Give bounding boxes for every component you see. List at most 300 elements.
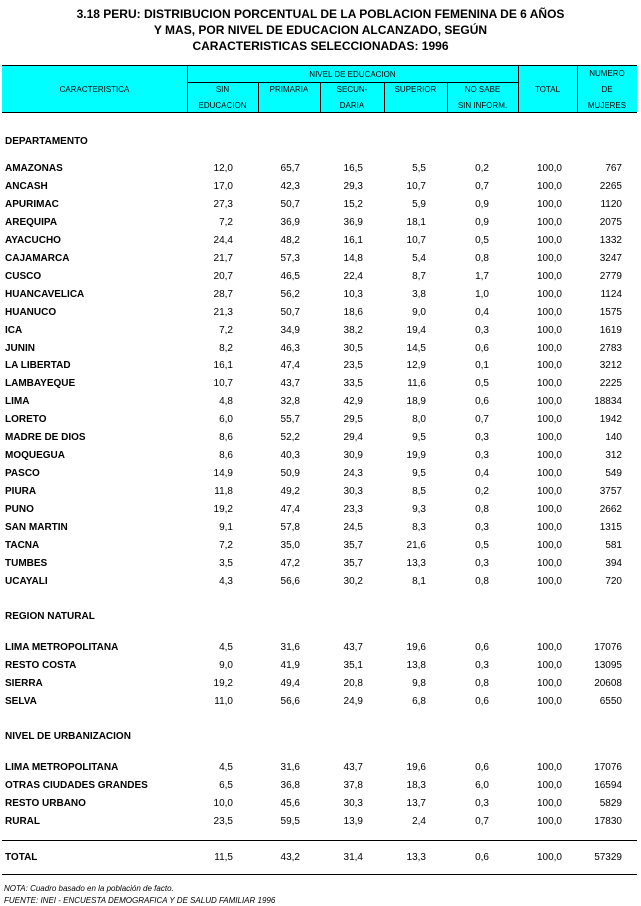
section-heading: DEPARTAMENTO (5, 136, 88, 147)
table-row (0, 322, 641, 340)
bottom-rule (2, 874, 637, 875)
cell-numero-mujeres: 3247 (599, 252, 622, 264)
cell-primaria: 57,3 (280, 252, 300, 264)
cell-no-sabe: 0,8 (475, 252, 489, 264)
row-label: LA LIBERTAD (5, 360, 71, 372)
cell-sin-educacion: 17,0 (213, 180, 233, 192)
cell-total: 100,0 (536, 414, 562, 426)
row-label: RURAL (5, 815, 40, 827)
cell-sin-educacion: 21,7 (213, 252, 233, 264)
cell-primaria: 35,0 (280, 539, 300, 551)
section-heading: REGION NATURAL (5, 611, 95, 622)
header-nivel-educacion: NIVEL DE EDUCACION (309, 69, 396, 79)
table-row (0, 759, 641, 777)
cell-secundaria: 37,8 (343, 779, 363, 791)
cell-total: 100,0 (536, 270, 562, 282)
cell-sin-educacion: 27,3 (213, 198, 233, 210)
row-label: LIMA (5, 396, 30, 408)
table-row (0, 813, 641, 831)
cell-superior: 5,9 (412, 198, 426, 210)
row-label: TACNA (5, 539, 40, 551)
cell-superior: 2,4 (412, 815, 426, 827)
row-label: PIURA (5, 486, 37, 498)
header-sin-educacion: SIN EDUCACION (198, 85, 247, 110)
cell-sin-educacion: 11,0 (214, 695, 233, 707)
cell-primaria: 32,8 (280, 396, 300, 408)
table-row (0, 429, 641, 447)
cell-superior: 5,5 (412, 163, 426, 174)
cell-no-sabe: 0,6 (475, 642, 489, 653)
cell-total: 100,0 (536, 797, 562, 809)
cell-superior: 13,3 (406, 557, 426, 569)
cell-no-sabe: 0,9 (475, 198, 489, 210)
cell-primaria: 50,7 (280, 306, 300, 318)
cell-sin-educacion: 28,7 (213, 288, 233, 300)
cell-primaria: 45,6 (280, 797, 300, 809)
cell-primaria: 40,3 (280, 450, 300, 462)
table-row (0, 795, 641, 813)
cell-superior: 11,6 (407, 378, 426, 390)
row-label: MADRE DE DIOS (5, 432, 86, 444)
cell-numero-mujeres: 2783 (599, 342, 622, 354)
header-no-sabe: NO SABE SIN INFORM. (457, 85, 508, 110)
row-label: TOTAL (5, 852, 38, 863)
title-line-1: 3.18 PERU: DISTRIBUCION PORCENTUAL DE LA POBLACION FEMENINA DE 6 AÑOS (76, 7, 565, 21)
cell-no-sabe: 0,5 (475, 539, 489, 551)
cell-primaria: 56,6 (280, 575, 300, 587)
row-label: SIERRA (5, 677, 43, 689)
row-label: ANCASH (5, 180, 48, 192)
cell-total: 100,0 (536, 450, 562, 462)
row-label: LAMBAYEQUE (5, 378, 76, 390)
row-label: AMAZONAS (5, 163, 63, 174)
table-row (0, 393, 641, 411)
cell-secundaria: 31,4 (343, 852, 363, 863)
cell-sin-educacion: 8,2 (219, 342, 233, 354)
cell-numero-mujeres: 1619 (599, 324, 622, 336)
cell-no-sabe: 0,5 (475, 378, 489, 390)
cell-total: 100,0 (536, 324, 562, 336)
cell-secundaria: 16,1 (343, 234, 363, 246)
table-row (0, 286, 641, 304)
cell-no-sabe: 0,6 (475, 762, 489, 773)
cell-no-sabe: 0,2 (475, 163, 489, 174)
cell-no-sabe: 0,3 (475, 522, 489, 533)
cell-superior: 3,8 (412, 288, 426, 300)
cell-sin-educacion: 12,0 (213, 163, 233, 174)
cell-secundaria: 29,4 (343, 432, 363, 444)
cell-secundaria: 30,2 (343, 575, 363, 587)
cell-secundaria: 30,3 (343, 797, 363, 809)
cell-no-sabe: 0,4 (475, 306, 489, 318)
cell-superior: 8,5 (412, 486, 426, 498)
table-row (0, 501, 641, 519)
cell-no-sabe: 0,8 (475, 575, 489, 587)
cell-numero-mujeres: 312 (605, 450, 622, 462)
cell-total: 100,0 (536, 522, 562, 533)
section-heading: NIVEL DE URBANIZACION (5, 731, 131, 742)
cell-primaria: 31,6 (280, 762, 300, 773)
cell-primaria: 65,7 (280, 163, 300, 174)
cell-no-sabe: 0,8 (475, 677, 489, 689)
cell-primaria: 34,9 (280, 324, 300, 336)
row-label: CUSCO (5, 270, 42, 282)
cell-sin-educacion: 16,1 (213, 360, 233, 372)
cell-numero-mujeres: 2265 (599, 180, 622, 192)
table-title (0, 6, 641, 54)
cell-numero-mujeres: 1124 (600, 288, 622, 300)
cell-total: 100,0 (536, 539, 562, 551)
cell-primaria: 47,4 (280, 504, 300, 516)
cell-sin-educacion: 4,8 (219, 396, 233, 408)
cell-total: 100,0 (536, 659, 562, 671)
cell-no-sabe: 1,0 (475, 288, 489, 300)
cell-superior: 8,7 (412, 270, 426, 282)
cell-sin-educacion: 4,3 (219, 575, 233, 587)
cell-total: 100,0 (536, 234, 562, 246)
cell-total: 100,0 (536, 486, 562, 498)
cell-superior: 9,8 (412, 677, 426, 689)
table-row (0, 340, 641, 358)
row-label: RESTO URBANO (5, 797, 86, 809)
cell-numero-mujeres: 17076 (594, 762, 622, 773)
cell-secundaria: 43,7 (343, 762, 363, 773)
table-row (0, 447, 641, 465)
row-label: AYACUCHO (5, 234, 61, 246)
cell-no-sabe: 0,2 (475, 486, 489, 498)
cell-superior: 19,6 (406, 642, 426, 653)
cell-numero-mujeres: 2075 (599, 216, 622, 228)
cell-no-sabe: 0,3 (475, 557, 489, 569)
cell-total: 100,0 (536, 468, 562, 480)
cell-superior: 13,8 (406, 659, 426, 671)
table-row (0, 519, 641, 537)
cell-superior: 9,5 (412, 432, 426, 444)
total-rule (2, 840, 637, 841)
cell-superior: 9,3 (412, 504, 426, 516)
cell-superior: 10,7 (406, 180, 426, 192)
cell-primaria: 50,9 (280, 468, 300, 480)
note-text: NOTA: Cuadro basado en la población de facto. (4, 884, 174, 893)
table-row (0, 675, 641, 693)
cell-no-sabe: 0,1 (475, 360, 489, 372)
cell-sin-educacion: 19,2 (213, 677, 233, 689)
cell-superior: 19,6 (406, 762, 426, 773)
row-label: PASCO (5, 468, 40, 480)
table-row (0, 465, 641, 483)
cell-sin-educacion: 7,2 (219, 539, 233, 551)
cell-total: 100,0 (536, 852, 562, 863)
cell-sin-educacion: 20,7 (213, 270, 233, 282)
cell-superior: 8,3 (412, 522, 426, 533)
row-label: SELVA (5, 695, 37, 707)
cell-sin-educacion: 11,5 (214, 852, 233, 863)
table-row (0, 777, 641, 795)
cell-secundaria: 30,3 (343, 486, 363, 498)
cell-no-sabe: 0,3 (475, 324, 489, 336)
cell-numero-mujeres: 1942 (599, 414, 622, 426)
row-label: HUANUCO (5, 306, 57, 318)
cell-numero-mujeres: 2662 (599, 504, 622, 516)
cell-sin-educacion: 14,9 (213, 468, 233, 480)
cell-primaria: 56,2 (280, 288, 300, 300)
cell-no-sabe: 0,7 (475, 815, 489, 827)
cell-no-sabe: 0,7 (475, 180, 489, 192)
cell-no-sabe: 0,3 (475, 432, 489, 444)
header-numero-mujeres: NUMERO DE MUJERES (587, 69, 627, 110)
cell-superior: 14,5 (406, 342, 426, 354)
cell-no-sabe: 0,6 (475, 695, 489, 707)
cell-sin-educacion: 21,3 (213, 306, 233, 318)
header-caracteristica: CARACTERISTICA (59, 84, 130, 94)
cell-superior: 13,3 (406, 852, 426, 863)
source-text: FUENTE: INEI - ENCUESTA DEMOGRAFICA Y DE SALUD FAMILIAR 1996 (4, 896, 276, 905)
cell-numero-mujeres: 18834 (594, 396, 622, 408)
cell-numero-mujeres: 720 (605, 575, 622, 587)
cell-sin-educacion: 4,5 (219, 762, 233, 773)
cell-total: 100,0 (536, 198, 562, 210)
cell-primaria: 43,7 (280, 378, 300, 390)
cell-no-sabe: 0,3 (475, 450, 489, 462)
cell-no-sabe: 0,3 (475, 797, 489, 809)
cell-numero-mujeres: 2779 (599, 270, 622, 282)
cell-total: 100,0 (536, 432, 562, 444)
cell-secundaria: 24,3 (343, 468, 363, 480)
header-secundaria: SECUN- DARIA (336, 85, 368, 110)
header-total: TOTAL (534, 84, 561, 94)
cell-sin-educacion: 23,5 (213, 815, 233, 827)
cell-superior: 8,1 (412, 575, 426, 587)
table-row (0, 555, 641, 573)
row-label: UCAYALI (5, 575, 48, 587)
cell-primaria: 57,8 (280, 522, 300, 533)
row-label: APURIMAC (5, 198, 59, 210)
cell-total: 100,0 (536, 575, 562, 587)
cell-sin-educacion: 4,5 (219, 642, 233, 653)
table-row (0, 657, 641, 675)
header-superior: SUPERIOR (394, 85, 437, 94)
cell-total: 100,0 (536, 504, 562, 516)
table-row (0, 537, 641, 555)
cell-superior: 9,0 (412, 306, 426, 318)
cell-superior: 18,9 (406, 396, 426, 408)
cell-superior: 18,3 (406, 779, 426, 791)
table-row (0, 483, 641, 501)
table-row (0, 304, 641, 322)
cell-total: 100,0 (536, 557, 562, 569)
cell-numero-mujeres: 394 (605, 557, 622, 569)
cell-total: 100,0 (536, 396, 562, 408)
cell-no-sabe: 0,5 (475, 234, 489, 246)
row-label: JUNIN (5, 342, 36, 354)
cell-no-sabe: 0,6 (475, 396, 489, 408)
cell-numero-mujeres: 6550 (599, 695, 622, 707)
cell-numero-mujeres: 1120 (600, 198, 622, 210)
cell-primaria: 36,8 (280, 779, 300, 791)
cell-total: 100,0 (536, 779, 562, 791)
cell-secundaria: 35,1 (343, 659, 363, 671)
cell-superior: 12,9 (406, 360, 426, 372)
table-row (0, 639, 641, 657)
cell-no-sabe: 0,7 (475, 414, 489, 426)
cell-total: 100,0 (536, 288, 562, 300)
cell-numero-mujeres: 3212 (599, 360, 622, 372)
cell-primaria: 49,2 (280, 486, 300, 498)
cell-no-sabe: 0,6 (475, 852, 489, 863)
cell-total: 100,0 (536, 180, 562, 192)
cell-numero-mujeres: 5829 (599, 797, 622, 809)
table-row (0, 232, 641, 250)
cell-primaria: 31,6 (280, 642, 300, 653)
table-row (0, 214, 641, 232)
cell-secundaria: 23,5 (343, 360, 363, 372)
table-row (0, 250, 641, 268)
cell-primaria: 41,9 (280, 659, 300, 671)
cell-numero-mujeres: 13095 (594, 659, 622, 671)
cell-primaria: 49,4 (280, 677, 300, 689)
cell-secundaria: 13,9 (343, 815, 363, 827)
cell-total: 100,0 (536, 378, 562, 390)
cell-primaria: 46,3 (280, 342, 300, 354)
cell-numero-mujeres: 140 (605, 432, 622, 444)
cell-secundaria: 18,6 (343, 306, 363, 318)
row-label: CAJAMARCA (5, 252, 70, 264)
cell-total: 100,0 (536, 642, 562, 653)
table-row (0, 411, 641, 429)
table-row (0, 196, 641, 214)
cell-primaria: 56,6 (280, 695, 300, 707)
cell-no-sabe: 0,4 (475, 468, 489, 480)
row-label: TUMBES (5, 557, 48, 569)
cell-superior: 8,0 (412, 414, 426, 426)
cell-sin-educacion: 6,5 (219, 779, 233, 791)
cell-total: 100,0 (536, 216, 562, 228)
title-line-2: Y MAS, POR NIVEL DE EDUCACION ALCANZADO, SEGÚN (153, 23, 488, 37)
cell-total: 100,0 (536, 252, 562, 264)
cell-total: 100,0 (536, 695, 562, 707)
cell-numero-mujeres: 17830 (594, 815, 622, 827)
cell-total: 100,0 (536, 163, 562, 174)
cell-numero-mujeres: 549 (605, 468, 622, 480)
cell-numero-mujeres: 1575 (599, 306, 622, 318)
cell-sin-educacion: 7,2 (219, 324, 233, 336)
cell-no-sabe: 0,9 (475, 216, 489, 228)
cell-no-sabe: 1,7 (475, 270, 489, 282)
cell-total: 100,0 (536, 677, 562, 689)
cell-total: 100,0 (536, 360, 562, 372)
table-row (0, 160, 641, 178)
cell-superior: 21,6 (406, 539, 426, 551)
row-label: OTRAS CIUDADES GRANDES (5, 779, 148, 791)
row-label: LIMA METROPOLITANA (5, 642, 119, 653)
cell-total: 100,0 (536, 815, 562, 827)
cell-total: 100,0 (536, 342, 562, 354)
cell-secundaria: 29,3 (343, 180, 363, 192)
cell-no-sabe: 0,6 (475, 342, 489, 354)
cell-secundaria: 20,8 (343, 677, 363, 689)
cell-secundaria: 15,2 (343, 198, 363, 210)
cell-sin-educacion: 8,6 (219, 450, 233, 462)
cell-numero-mujeres: 1315 (599, 522, 622, 533)
cell-secundaria: 10,3 (343, 288, 363, 300)
cell-superior: 6,8 (412, 695, 426, 707)
cell-numero-mujeres: 3757 (599, 486, 622, 498)
cell-no-sabe: 6,0 (475, 779, 489, 791)
cell-primaria: 55,7 (280, 414, 300, 426)
cell-numero-mujeres: 767 (605, 163, 622, 174)
table-row (0, 268, 641, 286)
table-row (0, 573, 641, 591)
cell-secundaria: 30,9 (343, 450, 363, 462)
cell-sin-educacion: 10,0 (213, 797, 233, 809)
row-label: HUANCAVELICA (5, 288, 85, 300)
cell-numero-mujeres: 2225 (599, 378, 622, 390)
cell-superior: 18,1 (406, 216, 426, 228)
row-label: AREQUIPA (5, 216, 58, 228)
cell-primaria: 48,2 (280, 234, 300, 246)
row-label: PUNO (5, 504, 34, 516)
cell-numero-mujeres: 1332 (599, 234, 622, 246)
cell-secundaria: 22,4 (343, 270, 363, 282)
cell-numero-mujeres: 57329 (594, 852, 622, 863)
cell-total: 100,0 (536, 762, 562, 773)
cell-superior: 5,4 (412, 252, 426, 264)
cell-sin-educacion: 6,0 (219, 414, 233, 426)
cell-primaria: 47,2 (280, 557, 300, 569)
cell-primaria: 50,7 (280, 198, 300, 210)
cell-secundaria: 38,2 (343, 324, 363, 336)
cell-secundaria: 24,5 (343, 522, 363, 533)
row-label: LORETO (5, 414, 47, 426)
cell-secundaria: 35,7 (343, 539, 363, 551)
cell-primaria: 47,4 (280, 360, 300, 372)
cell-secundaria: 30,5 (343, 342, 363, 354)
table-row (0, 178, 641, 196)
cell-secundaria: 36,9 (343, 216, 363, 228)
row-label: LIMA METROPOLITANA (5, 762, 119, 773)
table-row (0, 357, 641, 375)
row-label: ICA (5, 324, 23, 336)
cell-sin-educacion: 11,8 (214, 486, 233, 498)
cell-secundaria: 35,7 (343, 557, 363, 569)
row-label: RESTO COSTA (5, 659, 77, 671)
cell-numero-mujeres: 16594 (594, 779, 622, 791)
cell-sin-educacion: 9,1 (219, 522, 233, 533)
cell-sin-educacion: 7,2 (219, 216, 233, 228)
cell-superior: 19,4 (406, 324, 426, 336)
cell-primaria: 43,2 (280, 852, 300, 863)
cell-secundaria: 43,7 (343, 642, 363, 653)
cell-sin-educacion: 8,6 (219, 432, 233, 444)
cell-superior: 9,5 (412, 468, 426, 480)
row-label: SAN MARTIN (5, 522, 68, 533)
cell-superior: 13,7 (406, 797, 426, 809)
cell-secundaria: 33,5 (343, 378, 363, 390)
cell-no-sabe: 0,8 (475, 504, 489, 516)
cell-secundaria: 42,9 (343, 396, 363, 408)
cell-secundaria: 23,3 (343, 504, 363, 516)
header-primaria: PRIMARIA (269, 85, 309, 94)
cell-primaria: 36,9 (280, 216, 300, 228)
cell-secundaria: 14,8 (343, 252, 363, 264)
cell-secundaria: 29,5 (343, 414, 363, 426)
title-line-3: CARACTERISTICAS SELECCIONADAS: 1996 (192, 39, 449, 53)
cell-sin-educacion: 19,2 (213, 504, 233, 516)
table-header (2, 65, 637, 113)
cell-sin-educacion: 3,5 (219, 557, 233, 569)
cell-primaria: 52,2 (280, 432, 300, 444)
cell-secundaria: 16,5 (343, 163, 363, 174)
